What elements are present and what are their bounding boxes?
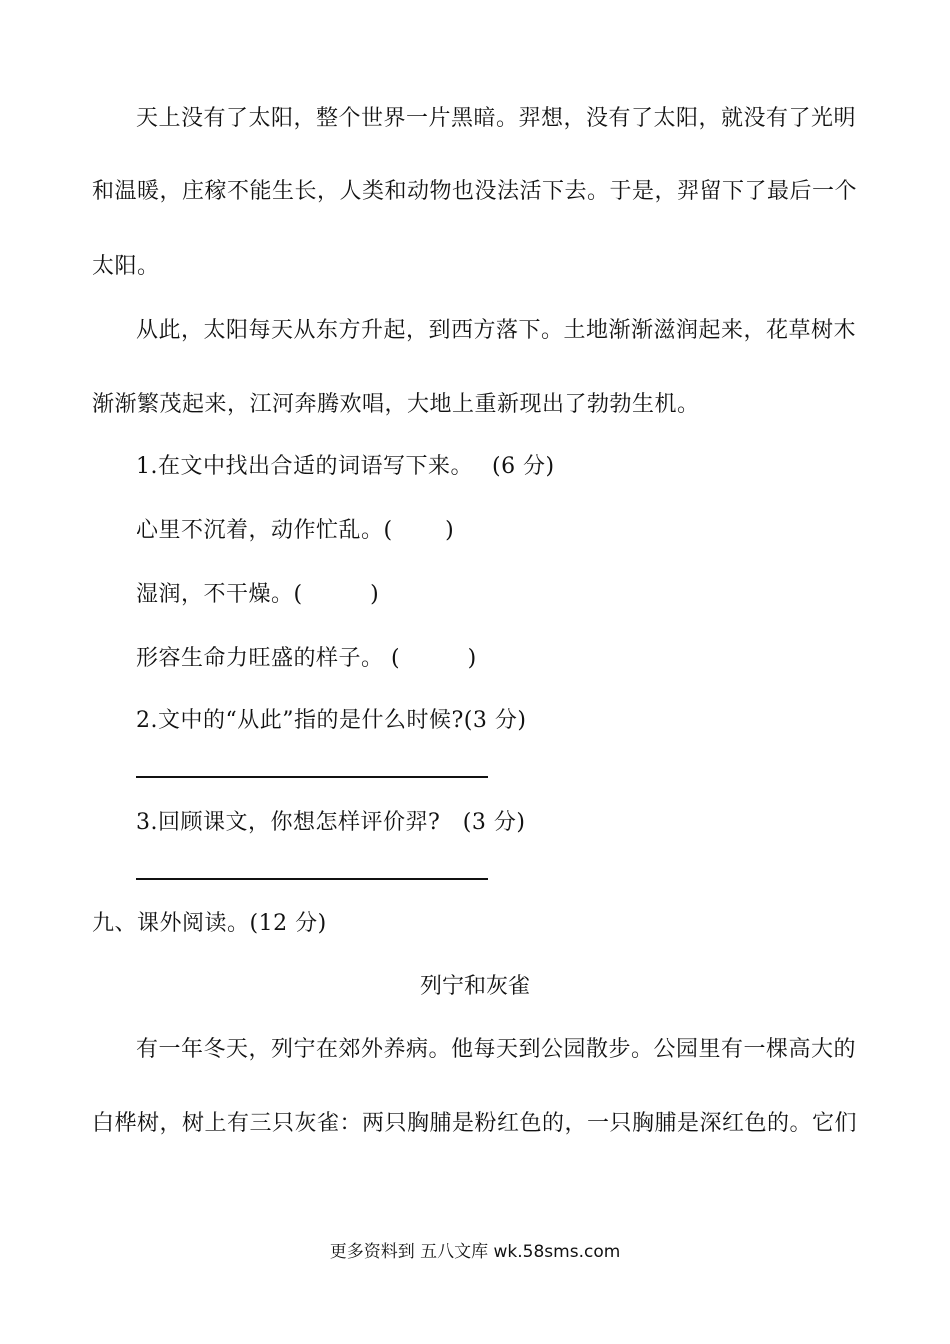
section-heading: 九、课外阅读。(12 分): [92, 911, 327, 936]
paragraph-line: 和温暖，庄稼不能生长，人类和动物也没法活下去。于是，羿留下了最后一个: [92, 179, 858, 204]
footer-text: 更多资料到 五八文库 wk.58sms.com: [329, 1242, 621, 1262]
article-title: 列宁和灰雀: [419, 974, 530, 999]
paragraph-line: 白桦树，树上有三只灰雀：两只胸脯是粉红色的，一只胸脯是深红色的。它们: [92, 1111, 858, 1136]
question-3: 3.回顾课文，你想怎样评价羿? (3 分): [136, 810, 526, 835]
question-2: 2.文中的“从此”指的是什么时候?(3 分): [136, 708, 527, 733]
answer-line: [136, 776, 488, 778]
paragraph-line: 从此，太阳每天从东方升起，到西方落下。土地渐渐滋润起来，花草树木: [136, 318, 857, 343]
paragraph-line: 太阳。: [92, 254, 160, 279]
paragraph-line: 渐渐繁茂起来，江河奔腾欢唱，大地上重新现出了勃勃生机。: [92, 392, 700, 417]
question-1-item: 形容生命力旺盛的样子。 ( ): [136, 646, 477, 671]
paragraph-line: 天上没有了太阳，整个世界一片黑暗。羿想，没有了太阳，就没有了光明: [136, 106, 857, 131]
paragraph-line: 有一年冬天，列宁在郊外养病。他每天到公园散步。公园里有一棵高大的: [136, 1037, 857, 1062]
answer-line: [136, 878, 488, 880]
question-1-item: 湿润，不干燥。( ): [136, 582, 380, 607]
question-1: 1.在文中找出合适的词语写下来。 (6 分): [136, 454, 555, 479]
question-1-item: 心里不沉着，动作忙乱。( ): [136, 518, 455, 543]
